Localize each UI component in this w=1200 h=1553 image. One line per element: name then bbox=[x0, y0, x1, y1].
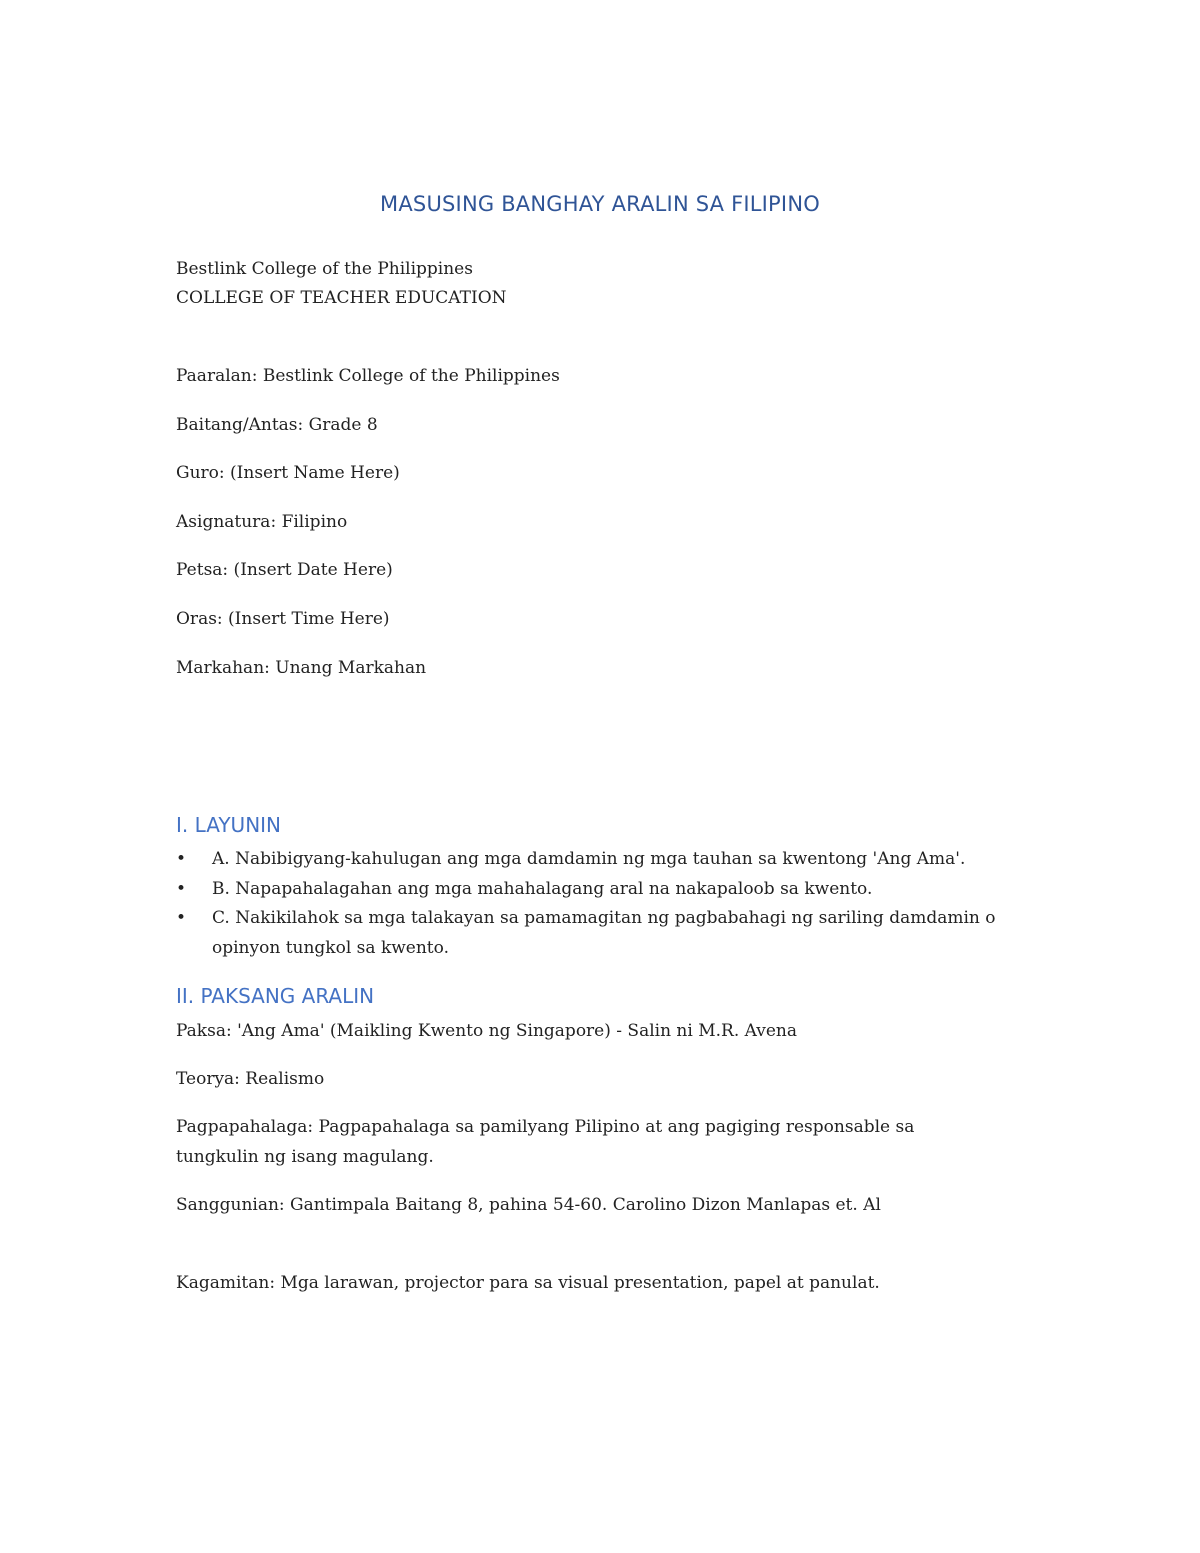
pagpapahalaga-paragraph: Pagpapahalaga: Pagpapahalaga sa pamilyang Pilipino at ang pagiging responsable sa tungkulin ng isang magulang. bbox=[176, 1117, 915, 1167]
list-item-text: B. Napapahalagahan ang mga mahahalagang aral na nakapaloob sa kwento. bbox=[212, 879, 873, 899]
info-baitang: Baitang/Antas: Grade 8 bbox=[176, 415, 378, 435]
document-title: MASUSING BANGHAY ARALIN SA FILIPINO bbox=[380, 192, 820, 216]
sanggunian-line: Sanggunian: Gantimpala Baitang 8, pahina 54-60. Carolino Dizon Manlapas et. Al bbox=[176, 1195, 881, 1215]
info-oras: Oras: (Insert Time Here) bbox=[176, 609, 390, 629]
section-heading-paksang-aralin: II. PAKSANG ARALIN bbox=[176, 984, 375, 1008]
bullet-icon: • bbox=[176, 908, 187, 928]
info-markahan: Markahan: Unang Markahan bbox=[176, 658, 427, 678]
teorya-line: Teorya: Realismo bbox=[176, 1069, 325, 1089]
kagamitan-line: Kagamitan: Mga larawan, projector para sa visual presentation, papel at panulat. bbox=[176, 1273, 880, 1293]
college-name: COLLEGE OF TEACHER EDUCATION bbox=[176, 288, 507, 308]
info-asignatura: Asignatura: Filipino bbox=[176, 512, 348, 532]
list-item-text: A. Nabibigyang-kahulugan ang mga damdamin ng mga tauhan sa kwentong 'Ang Ama'. bbox=[212, 849, 966, 869]
school-name: Bestlink College of the Philippines bbox=[176, 259, 473, 279]
info-guro: Guro: (Insert Name Here) bbox=[176, 463, 400, 483]
info-paaralan: Paaralan: Bestlink College of the Philippines bbox=[176, 366, 560, 386]
bullet-icon: • bbox=[176, 879, 187, 899]
bullet-icon: • bbox=[176, 849, 187, 869]
list-item-text: C. Nakikilahok sa mga talakayan sa pamamagitan ng pagbabahagi ng sariling damdamin o opinyon tungkol sa kwento. bbox=[212, 908, 996, 958]
paksa-line: Paksa: 'Ang Ama' (Maikling Kwento ng Singapore) - Salin ni M.R. Avena bbox=[176, 1021, 797, 1041]
info-petsa: Petsa: (Insert Date Here) bbox=[176, 560, 393, 580]
section-heading-layunin: I. LAYUNIN bbox=[176, 813, 282, 837]
